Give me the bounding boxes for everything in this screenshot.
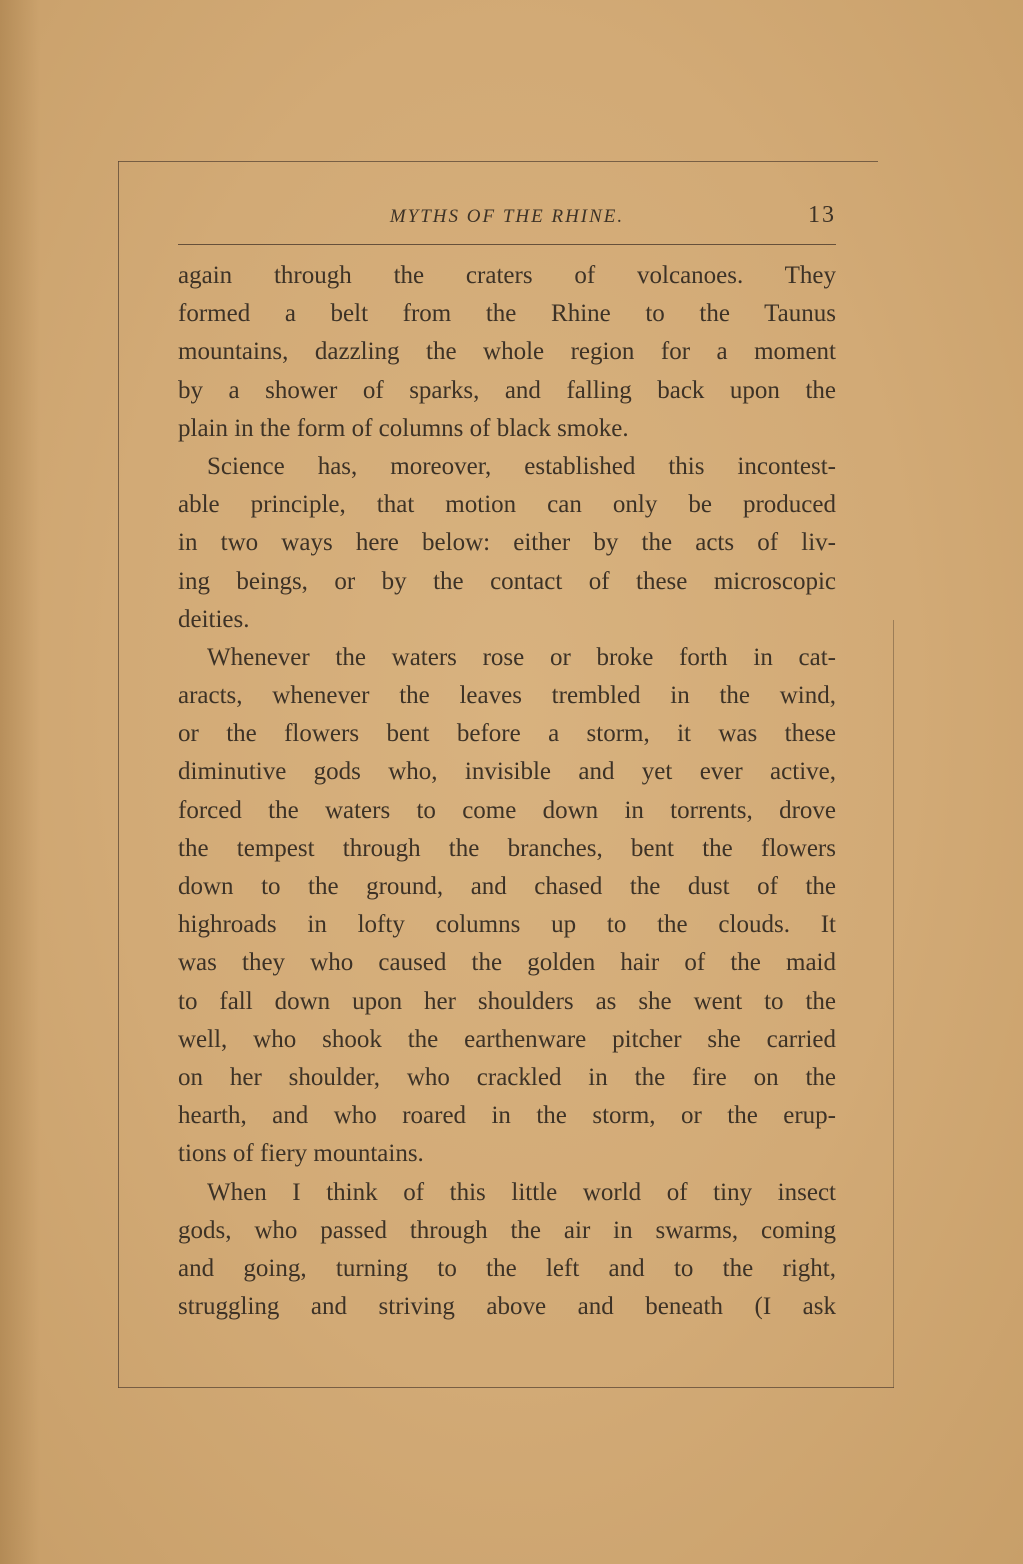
text-line: forced the waters to come down in torrents, drove [178,796,836,824]
text-line: on her shoulder, who crackled in the fire on the [178,1063,836,1091]
text-line: in two ways here below: either by the acts of liv- [178,529,836,557]
text-line: the tempest through the branches, bent the flowers [178,834,836,862]
text-line: hearth, and who roared in the storm, or the erup- [178,1102,836,1130]
text-line: plain in the form of columns of black smoke. [178,414,629,442]
paragraph-start-line: Whenever the waters rose or broke forth in cat- [207,643,836,671]
text-line: aracts, whenever the leaves trembled in the wind, [178,682,836,710]
text-line: well, who shook the earthenware pitcher she carried [178,1025,836,1053]
paragraph-start-line: Science has, moreover, established this incontest- [207,452,836,480]
plate-border-right [893,620,894,1388]
body-text [178,257,836,1326]
text-line: down to the ground, and chased the dust of the [178,873,836,900]
text-line: formed a belt from the Rhine to the Taunus [178,300,836,328]
text-line: able principle, that motion can only be produced [178,491,836,519]
text-line: or the flowers bent before a storm, it was these [178,720,836,748]
plate-border-top [118,161,878,162]
text-line: and going, turning to the left and to the right, [178,1254,836,1282]
page-number: 13 [808,202,836,228]
binding-shadow [0,0,40,1564]
running-title: MYTHS OF THE RHINE. [389,206,625,227]
text-line: again through the craters of volcanoes. They [178,262,836,289]
text-line: struggling and striving above and beneath (I ask [178,1293,836,1321]
text-line: was they who caused the golden hair of the maid [178,949,836,977]
paragraph-start-line: When I think of this little world of tiny insect [207,1178,836,1206]
running-head [178,202,836,234]
text-line: deities. [178,605,250,633]
plate-border-bottom [118,1387,894,1388]
text-line: to fall down upon her shoulders as she went to the [178,987,836,1015]
text-line: mountains, dazzling the whole region for a moment [178,338,836,366]
header-rule [178,244,836,245]
text-line: by a shower of sparks, and falling back upon the [178,376,836,404]
text-line: ing beings, or by the contact of these microscopic [178,567,836,595]
text-line: diminutive gods who, invisible and yet ever active, [178,758,836,786]
plate-border-left [118,161,119,1388]
text-line: gods, who passed through the air in swarms, coming [178,1216,836,1244]
text-line: highroads in lofty columns up to the clouds. It [178,911,836,939]
text-line: tions of fiery mountains. [178,1140,424,1168]
